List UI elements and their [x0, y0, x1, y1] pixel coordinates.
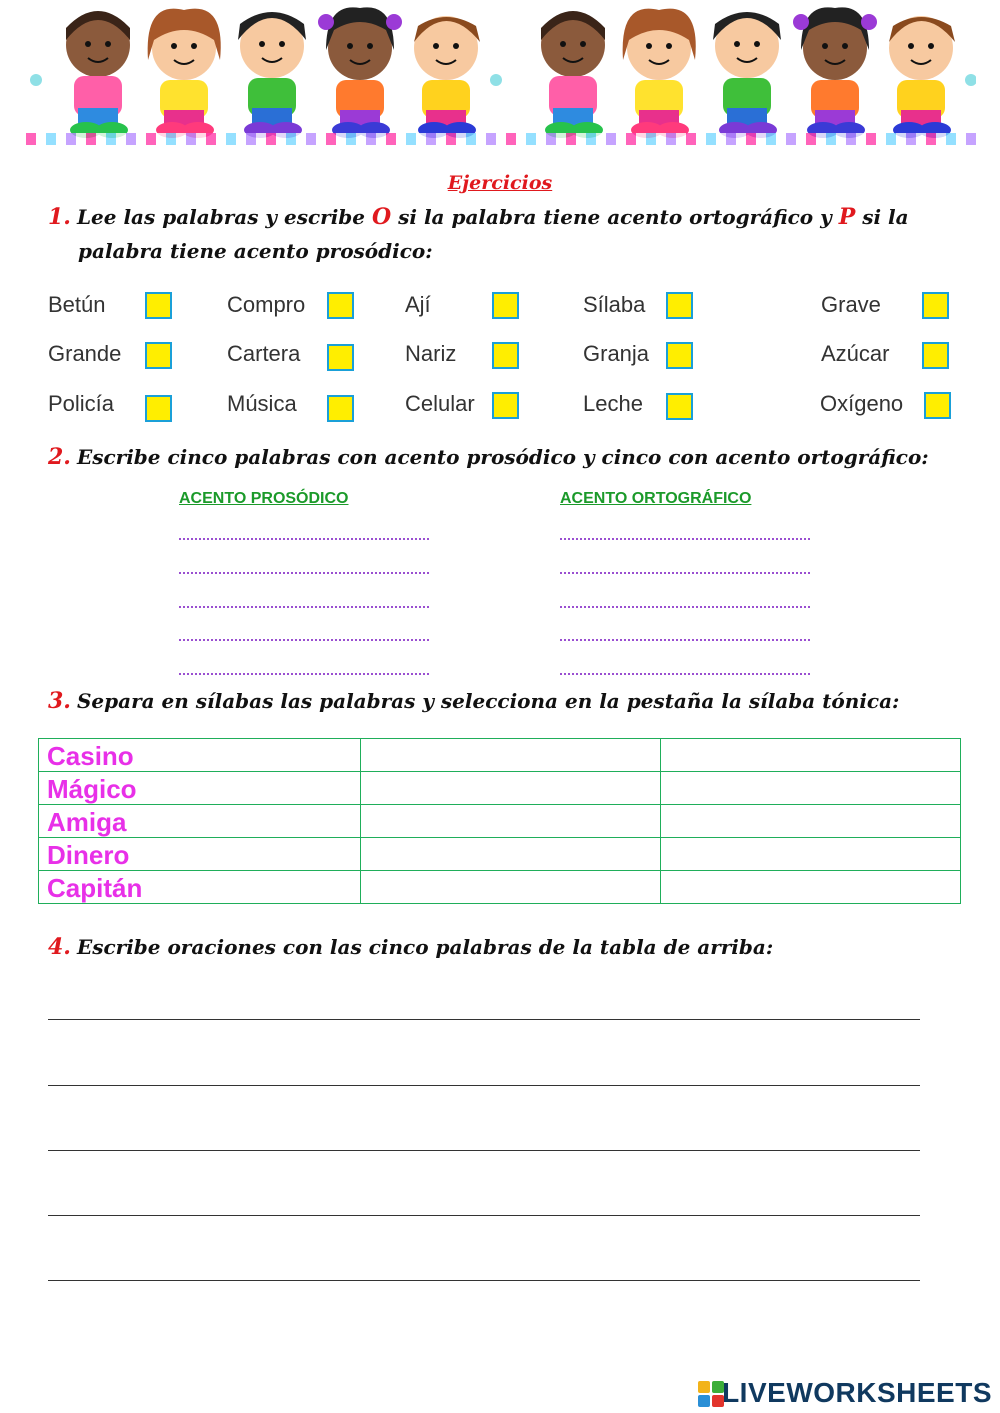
syllable-cell[interactable] — [361, 805, 661, 838]
footer-brand: LIVEWORKSHEETS — [722, 1377, 992, 1408]
q1-text-a: Lee las palabras y escribe — [76, 205, 372, 229]
answer-box[interactable] — [492, 392, 519, 419]
q3-text: Separa en sílabas las palabras y selecciona en la pestaña la sílaba tónica: — [76, 689, 900, 713]
answer-box[interactable] — [492, 342, 519, 369]
q2-text: Escribe cinco palabras con acento prosódico y cinco con acento ortográfico: — [76, 445, 929, 469]
answer-box[interactable] — [327, 292, 354, 319]
answer-box[interactable] — [327, 395, 354, 422]
answer-line[interactable] — [560, 639, 810, 641]
answer-line[interactable] — [179, 538, 429, 540]
table-row — [39, 805, 961, 838]
word: Betún — [48, 292, 106, 317]
question-number: 1. — [48, 204, 71, 230]
word: Celular — [405, 391, 475, 416]
answer-box[interactable] — [145, 292, 172, 319]
word: Compro — [227, 292, 306, 317]
table-row — [39, 772, 961, 805]
question-2 — [48, 440, 953, 474]
syllable-table — [38, 738, 961, 904]
tonic-syllable-cell[interactable] — [661, 805, 961, 838]
answer-box[interactable] — [492, 292, 519, 319]
table-word: Mágico — [39, 772, 361, 805]
word: Sílaba — [583, 292, 646, 317]
word: Azúcar — [821, 341, 890, 366]
answer-line[interactable] — [560, 572, 810, 574]
q1-letter-p: P — [838, 204, 856, 230]
word: Grave — [821, 292, 881, 317]
word: Música — [227, 391, 297, 416]
table-row — [39, 739, 961, 772]
question-number: 2. — [48, 444, 71, 470]
answer-box[interactable] — [666, 393, 693, 420]
answer-line[interactable] — [560, 538, 810, 540]
table-row — [39, 838, 961, 871]
question-1 — [48, 200, 953, 268]
q4-text: Escribe oraciones con las cinco palabras de la tabla de arriba: — [76, 935, 774, 959]
column-heading-prosodic: ACENTO PROSÓDICO — [179, 490, 349, 507]
syllable-cell[interactable] — [361, 772, 661, 805]
page-title: Ejercicios — [447, 172, 553, 194]
sentence-line[interactable] — [48, 1085, 920, 1086]
tonic-syllable-cell[interactable] — [661, 838, 961, 871]
syllable-cell[interactable] — [361, 838, 661, 871]
answer-box[interactable] — [666, 342, 693, 369]
answer-box[interactable] — [922, 292, 949, 319]
table-word: Casino — [39, 739, 361, 772]
word: Leche — [583, 391, 643, 416]
banner-floor — [26, 133, 976, 145]
kids-illustration — [26, 0, 976, 145]
word: Granja — [583, 341, 650, 366]
word: Policía — [48, 391, 115, 416]
q1-text-d: palabra tiene acento prosódico: — [78, 239, 433, 263]
syllable-cell[interactable] — [361, 871, 661, 904]
question-4 — [48, 930, 953, 964]
answer-line[interactable] — [179, 673, 429, 675]
answer-line[interactable] — [179, 606, 429, 608]
answer-line[interactable] — [560, 673, 810, 675]
sentence-line[interactable] — [48, 1215, 920, 1216]
answer-line[interactable] — [179, 572, 429, 574]
tonic-syllable-cell[interactable] — [661, 739, 961, 772]
table-word: Amiga — [39, 805, 361, 838]
answer-line[interactable] — [179, 639, 429, 641]
liveworksheets-logo-icon — [698, 1381, 724, 1407]
word: Nariz — [405, 341, 457, 366]
q1-letter-o: O — [371, 204, 392, 230]
tonic-syllable-cell[interactable] — [661, 871, 961, 904]
kids-banner — [26, 0, 976, 145]
word: Oxígeno — [820, 391, 904, 416]
answer-box[interactable] — [924, 392, 951, 419]
answer-box[interactable] — [922, 342, 949, 369]
question-3 — [48, 684, 953, 718]
column-heading-orthographic: ACENTO ORTOGRÁFICO — [560, 490, 752, 507]
sentence-line[interactable] — [48, 1019, 920, 1020]
tonic-syllable-cell[interactable] — [661, 772, 961, 805]
answer-box[interactable] — [327, 344, 354, 371]
question-number: 4. — [48, 934, 71, 960]
word: Grande — [48, 341, 122, 366]
table-word: Capitán — [39, 871, 361, 904]
sentence-line[interactable] — [48, 1280, 920, 1281]
answer-box[interactable] — [145, 395, 172, 422]
q1-text-b: si la palabra tiene acento ortográfico y — [391, 205, 839, 229]
syllable-cell[interactable] — [361, 739, 661, 772]
table-word: Dinero — [39, 838, 361, 871]
table-row — [39, 871, 961, 904]
word: Cartera — [227, 341, 301, 366]
word: Ají — [405, 292, 431, 317]
q1-text-c: si la — [855, 205, 909, 229]
question-number: 3. — [48, 688, 71, 714]
answer-box[interactable] — [145, 342, 172, 369]
sentence-line[interactable] — [48, 1150, 920, 1151]
answer-box[interactable] — [666, 292, 693, 319]
answer-line[interactable] — [560, 606, 810, 608]
